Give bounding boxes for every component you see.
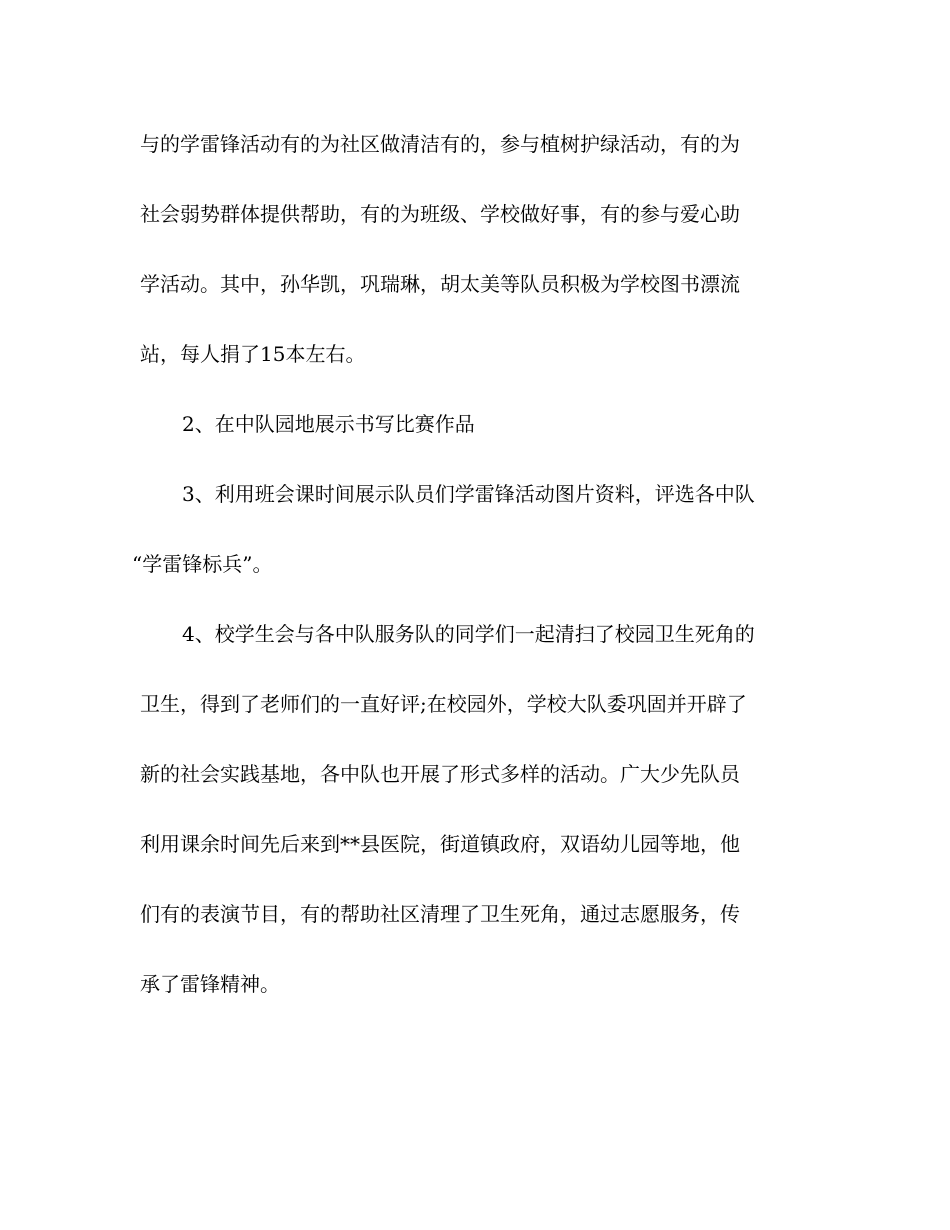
text-line: “学雷锋标兵”。 — [132, 552, 273, 576]
text-line: 站，每人捐了15本左右。 — [140, 342, 366, 366]
list-item-3: 3、利用班会课时间展示队员们学雷锋活动图片资料，评选各中队 — [182, 482, 755, 506]
text-line: 们有的表演节目，有的帮助社区清理了卫生死角，通过志愿服务，传 — [140, 902, 740, 926]
list-item-2: 2、在中队园地展示书写比赛作品 — [182, 412, 475, 436]
text-line: 利用课余时间先后来到**县医院，街道镇政府，双语幼儿园等地，他 — [140, 832, 740, 856]
text-line: 新的社会实践基地，各中队也开展了形式多样的活动。广大少先队员 — [140, 762, 740, 786]
text-line: 与的学雷锋活动有的为社区做清洁有的，参与植树护绿活动，有的为 — [140, 132, 740, 156]
text-line: 社会弱势群体提供帮助，有的为班级、学校做好事，有的参与爱心助 — [140, 202, 740, 226]
text-line: 卫生，得到了老师们的一直好评;在校园外，学校大队委巩固并开辟了 — [140, 692, 747, 716]
document-body — [132, 118, 810, 1028]
text-line: 承了雷锋精神。 — [140, 972, 280, 996]
list-item-4: 4、校学生会与各中队服务队的同学们一起清扫了校园卫生死角的 — [182, 622, 755, 646]
text-line: 学活动。其中，孙华凯，巩瑞琳，胡太美等队员积极为学校图书漂流 — [140, 272, 740, 296]
